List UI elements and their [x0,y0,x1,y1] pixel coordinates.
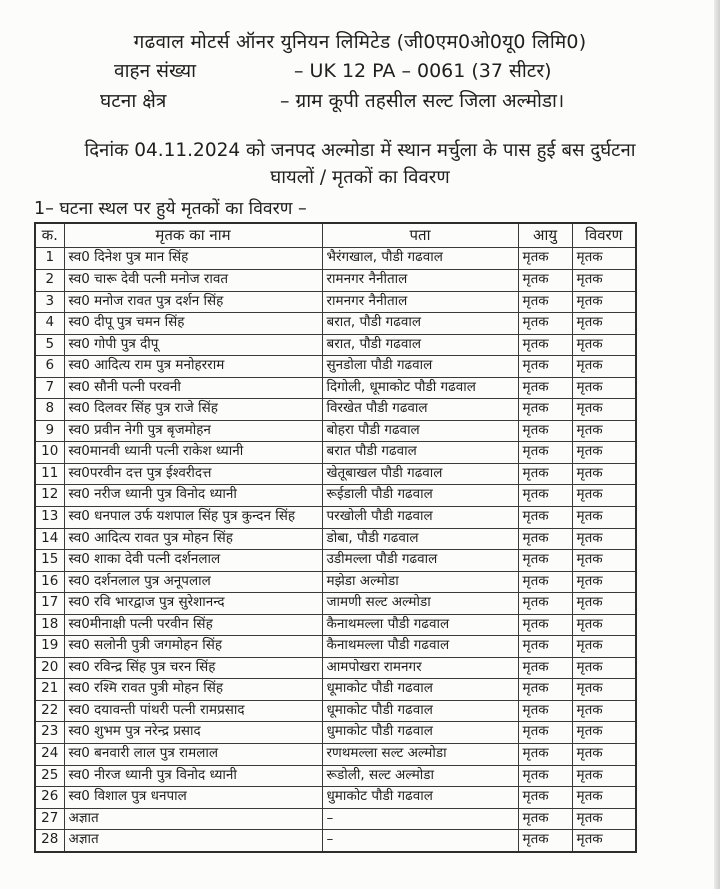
cell-deceased-name: स्व0 विशाल पुत्र धनपाल [64,787,322,809]
cell-age: मृतक [518,313,572,335]
cell-address: परखोली पौडी गढवाल [322,507,518,529]
cell-detail: मृतक [572,442,636,464]
cell-age: मृतक [518,248,572,270]
cell-address: बरात, पौडी गढवाल [322,313,518,335]
cell-detail: मृतक [572,830,636,852]
cell-deceased-name: स्व0 नरीज ध्यानी पुत्र विनोद ध्यानी [64,485,322,507]
table-row [35,377,636,399]
table-row [35,550,636,572]
cell-address: आमपोखरा रामनगर [322,657,518,679]
cell-serial: 15 [35,550,64,572]
cell-serial: 19 [35,636,64,658]
cell-serial: 14 [35,528,64,550]
cell-serial: 10 [35,442,64,464]
cell-age: मृतक [518,808,572,830]
cell-serial: 23 [35,722,64,744]
cell-serial: 20 [35,657,64,679]
cell-detail: मृतक [572,356,636,378]
cell-address: कैनाथमल्ला पौडी गढवाल [322,636,518,658]
cell-age: मृतक [518,614,572,636]
table-row [35,830,636,852]
cell-serial: 5 [35,334,64,356]
cell-serial: 7 [35,377,64,399]
cell-detail: मृतक [572,248,636,270]
cell-age: मृतक [518,571,572,593]
cell-address: रणथमल्ला सल्ट अल्मोडा [322,744,518,766]
cell-serial: 16 [35,571,64,593]
cell-address: सुनडोला पौडी गढवाल [322,356,518,378]
col-header-name: मृतक का नाम [64,223,322,248]
cell-detail: मृतक [572,700,636,722]
cell-deceased-name: स्व0 आदित्य रावत पुत्र मोहन सिंह [64,528,322,550]
table-row [35,399,636,421]
cell-detail: मृतक [572,463,636,485]
col-header-age: आयु [518,223,572,248]
incident-area-value: – ग्राम कूपी तहसील सल्ट जिला अल्मोडा। [280,89,565,112]
scan-edge-artifact [714,0,720,889]
cell-detail: मृतक [572,377,636,399]
table-row [35,463,636,485]
table-row [35,571,636,593]
vehicle-number-label: वाहन संख्या [114,60,197,83]
cell-address: डोबा, पौडी गढवाल [322,528,518,550]
cell-serial: 18 [35,614,64,636]
cell-age: मृतक [518,744,572,766]
cell-age: मृतक [518,593,572,615]
cell-serial: 3 [35,291,64,313]
col-header-serial: क. [35,223,64,248]
cell-detail: मृतक [572,722,636,744]
cell-serial: 24 [35,744,64,766]
cell-address: बरात, पौडी गढवाल [322,334,518,356]
cell-address: रामनगर नैनीताल [322,291,518,313]
cell-serial: 9 [35,420,64,442]
section-heading: 1– घटना स्थल पर हुये मृतकों का विवरण – [34,198,307,219]
cell-age: मृतक [518,463,572,485]
incident-area-label: घटना क्षेत्र [100,89,167,112]
table-row [35,269,636,291]
cell-detail: मृतक [572,334,636,356]
cell-serial: 28 [35,830,64,852]
cell-detail: मृतक [572,313,636,335]
cell-deceased-name: स्व0 आदित्य राम पुत्र मनोहरराम [64,356,322,378]
cell-age: मृतक [518,657,572,679]
cell-address: – [322,830,518,852]
table-row [35,248,636,270]
cell-age: मृतक [518,377,572,399]
cell-serial: 8 [35,399,64,421]
cell-age: मृतक [518,399,572,421]
cell-deceased-name: स्व0मानवी ध्यानी पत्नी राकेश ध्यानी [64,442,322,464]
table-row [35,679,636,701]
cell-deceased-name: स्व0 शुभम पुत्र नरेन्द्र प्रसाद [64,722,322,744]
cell-detail: मृतक [572,571,636,593]
cell-address: रूडोली, सल्ट अल्मोडा [322,765,518,787]
cell-age: मृतक [518,679,572,701]
vehicle-number-line [100,57,720,86]
table-row [35,765,636,787]
cell-detail: मृतक [572,657,636,679]
table-row [35,636,636,658]
cell-age: मृतक [518,291,572,313]
cell-address: कैनाथमल्ला पौडी गढवाल [322,614,518,636]
cell-address: बोहरा पौडी गढवाल [322,420,518,442]
cell-age: मृतक [518,722,572,744]
cell-address: मझेडा अल्मोडा [322,571,518,593]
cell-age: मृतक [518,830,572,852]
cell-serial: 1 [35,248,64,270]
cell-deceased-name: स्व0 रविन्द्र सिंह पुत्र चरन सिंह [64,657,322,679]
table-row [35,485,636,507]
cell-address: धुमाकोट पौडी गढवाल [322,722,518,744]
cell-detail: मृतक [572,528,636,550]
organization-title: गढवाल मोटर्स ऑनर युनियन लिमिटेड (जी0एम0ओ0यू0 लिमि0) [133,31,587,53]
cell-detail: मृतक [572,593,636,615]
cell-detail: मृतक [572,420,636,442]
cell-deceased-name: स्व0 दिलवर सिंह पुत्र राजे सिंह [64,399,322,421]
table-row [35,808,636,830]
cell-deceased-name: अज्ञात [64,830,322,852]
cell-detail: मृतक [572,808,636,830]
cell-address: – [322,808,518,830]
col-header-address: पता [322,223,518,248]
cell-age: मृतक [518,356,572,378]
cell-deceased-name: स्व0मीनाक्षी पत्नी परवीन सिंह [64,614,322,636]
table-row [35,700,636,722]
cell-age: मृतक [518,636,572,658]
cell-deceased-name: अज्ञात [64,808,322,830]
vehicle-number-value: – UK 12 PA – 0061 (37 सीटर) [294,60,552,83]
cell-detail: मृतक [572,291,636,313]
table-row [35,313,636,335]
table-row [35,657,636,679]
table-row [35,420,636,442]
cell-age: मृतक [518,528,572,550]
cell-deceased-name: स्व0 रश्मि रावत पुत्री मोहन सिंह [64,679,322,701]
table-header-row [35,223,636,248]
cell-serial: 17 [35,593,64,615]
cell-address: विरखेत पौडी गढवाल [322,399,518,421]
cell-serial: 22 [35,700,64,722]
cell-deceased-name: स्व0 सौनी पत्नी परवनी [64,377,322,399]
cell-serial: 6 [35,356,64,378]
cell-address: धुमाकोट पौडी गढवाल [322,787,518,809]
col-header-detail: विवरण [572,223,636,248]
cell-deceased-name: स्व0 धनपाल उर्फ यशपाल सिंह पुत्र कुन्दन सिंह [64,507,322,529]
cell-deceased-name: स्व0 दर्शनलाल पुत्र अनूपलाल [64,571,322,593]
cell-detail: मृतक [572,485,636,507]
cell-detail: मृतक [572,787,636,809]
cell-age: मृतक [518,269,572,291]
table-row [35,593,636,615]
table-row [35,356,636,378]
victims-table [34,222,637,853]
document-header [0,0,720,116]
cell-deceased-name: स्व0 रवि भारद्वाज पुत्र सुरेशानन्द [64,593,322,615]
incident-description-line2: घायलों / मृतकों का विवरण [270,167,450,189]
cell-deceased-name: स्व0 बनवारी लाल पुत्र रामलाल [64,744,322,766]
cell-address: धूमाकोट पौडी गढवाल [322,700,518,722]
cell-address: खेतूबाखल पौडी गढवाल [322,463,518,485]
cell-deceased-name: स्व0 दयावन्ती पांथरी पत्नी रामप्रसाद [64,700,322,722]
incident-area-line [100,87,720,116]
cell-serial: 26 [35,787,64,809]
cell-address: उडीमल्ला पौडी गढवाल [322,550,518,572]
cell-address: रामनगर नैनीताल [322,269,518,291]
cell-address: दिगोली, धूमाकोट पौडी गढवाल [322,377,518,399]
cell-detail: मृतक [572,679,636,701]
table-row [35,614,636,636]
incident-description [0,138,720,192]
cell-deceased-name: स्व0 दिनेश पुत्र मान सिंह [64,248,322,270]
cell-deceased-name: स्व0 दीपू पुत्र चमन सिंह [64,313,322,335]
cell-serial: 27 [35,808,64,830]
cell-deceased-name: स्व0 गोपी पुत्र दीपू [64,334,322,356]
cell-serial: 12 [35,485,64,507]
cell-deceased-name: स्व0 मनोज रावत पुत्र दर्शन सिंह [64,291,322,313]
table-row [35,787,636,809]
table-row [35,528,636,550]
cell-serial: 21 [35,679,64,701]
cell-deceased-name: स्व0 नीरज ध्यानी पुत्र विनोद ध्यानी [64,765,322,787]
cell-age: मृतक [518,334,572,356]
cell-address: बरात पौडी गढवाल [322,442,518,464]
cell-serial: 13 [35,507,64,529]
cell-age: मृतक [518,442,572,464]
cell-detail: मृतक [572,765,636,787]
cell-age: मृतक [518,765,572,787]
cell-age: मृतक [518,485,572,507]
cell-age: मृतक [518,507,572,529]
cell-detail: मृतक [572,507,636,529]
table-row [35,442,636,464]
table-row [35,291,636,313]
table-row [35,507,636,529]
victims-table-body [35,248,636,852]
cell-age: मृतक [518,420,572,442]
cell-deceased-name: स्व0 शाका देवी पत्नी दर्शनलाल [64,550,322,572]
cell-age: मृतक [518,700,572,722]
cell-serial: 11 [35,463,64,485]
cell-serial: 2 [35,269,64,291]
cell-detail: मृतक [572,399,636,421]
cell-detail: मृतक [572,636,636,658]
cell-address: भैरंगखाल, पौडी गढवाल [322,248,518,270]
cell-detail: मृतक [572,269,636,291]
table-row [35,722,636,744]
cell-address: जामणी सल्ट अल्मोडा [322,593,518,615]
cell-serial: 25 [35,765,64,787]
cell-deceased-name: स्व0 सलोनी पुत्री जगमोहन सिंह [64,636,322,658]
cell-age: मृतक [518,787,572,809]
cell-detail: मृतक [572,744,636,766]
cell-serial: 4 [35,313,64,335]
cell-deceased-name: स्व0 प्रवीन नेगी पुत्र बृजमोहन [64,420,322,442]
cell-deceased-name: स्व0परवीन दत्त पुत्र ईश्वरीदत्त [64,463,322,485]
incident-description-line1: दिनांक 04.11.2024 को जनपद अल्मोडा में स्थान मर्चुला के पास हुई बस दुर्घटना [84,140,636,162]
table-row [35,744,636,766]
cell-age: मृतक [518,550,572,572]
cell-detail: मृतक [572,550,636,572]
table-row [35,334,636,356]
cell-address: रूईडाली पौडी गढवाल [322,485,518,507]
cell-detail: मृतक [572,614,636,636]
cell-deceased-name: स्व0 चारू देवी पत्नी मनोज रावत [64,269,322,291]
cell-address: धूमाकोट पौडी गढवाल [322,679,518,701]
